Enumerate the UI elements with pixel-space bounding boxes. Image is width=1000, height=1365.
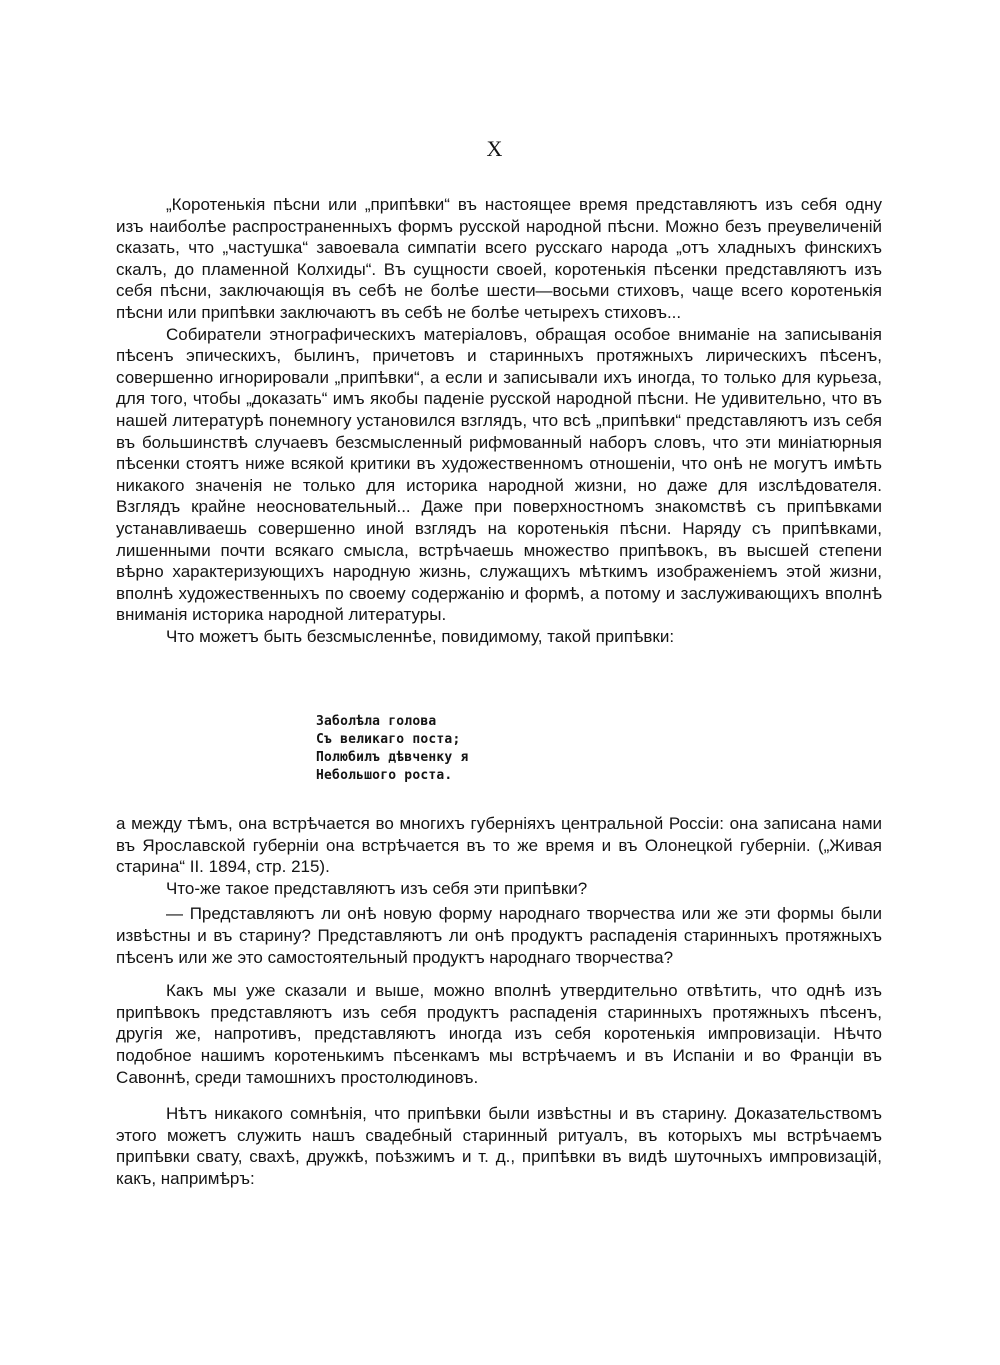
paragraph: Собиратели этнографическихъ матеріаловъ, обращая особое вниманіе на записыванія пѣсенъ эпическихъ, былинъ, причетовъ и старинныхъ протяжныхъ лирическихъ пѣсенъ, совершенно игнорировали „припѣвки“, а если и записывали ихъ иногда, то только для курьеза, для того, чтобы „доказать“ имъ якобы паденіе русской народной пѣсни. Не удивительно, что въ нашей литературѣ понемногу установился взглядъ, что всѣ „припѣвки“ представляютъ изъ себя въ большинствѣ случаевъ безсмысленный рифмованный наборъ словъ, что эти миніатюрныя пѣсенки стоятъ ниже всякой критики въ художественномъ отношеніи, что онѣ не могутъ имѣть никакого значенія не только для историка народной жизни, но даже для изслѣдователя. Взглядъ крайне неосновательный... Даже при поверхностномъ знакомствѣ съ припѣвками устанавливаешь совершенно иной взглядъ на коротенькія пѣсни. Наряду съ припѣвками, лишенными почти всякаго смысла, встрѣчаешь множество припѣвокъ, въ высшей степени вѣрно характеризующихъ народную жизнь, служащихъ мѣткимъ изображеніемъ этой жизни, вполнѣ художественныхъ по своему содержанію и формѣ, а потому и заслуживающихъ вполнѣ вниманія историка народной литературы. — [116, 324, 882, 625]
paragraph: „Коротенькія пѣсни или „припѣвки“ въ настоящее время представляютъ изъ себя одну изъ наиболѣе распространенныхъ формъ русской народной пѣсни. Можно безъ преувеличеній сказать, что „частушка“ завоевала симпатіи всего русскаго народа „отъ хладныхъ финскихъ скалъ, до пламенной Колхиды“. Въ сущности своей, коротенькія пѣсенки представляютъ изъ себя пѣсни, заключающія въ себѣ не болѣе шести—восьми стиховъ, чаще всего коротенькія пѣсни или припѣвки заключаютъ въ себѣ не болѣе четырехъ стиховъ... — [116, 195, 882, 322]
verse-quote — [316, 713, 469, 785]
paragraph: Какъ мы уже сказали и выше, можно вполнѣ утвердительно отвѣтить, что однѣ изъ припѣвокъ представляютъ изъ себя продуктъ распаденія старинныхъ протяжныхъ пѣсенъ, другія же, напротивъ, представляютъ иногда изъ себя коротенькія импровизаціи. Нѣчто подобное нашимъ коротенькимъ пѣсенкамъ мы встрѣчаемъ и въ Испаніи и во Франціи въ Савоннѣ, среди тамошнихъ простолюдиновъ. — [116, 981, 882, 1087]
text-block-bottom — [116, 1103, 882, 1189]
verse-line: Заболѣла голова — [316, 714, 437, 729]
text-block-middle — [116, 813, 882, 1088]
paragraph: — Представляютъ ли онѣ новую форму народнаго творчества или же эти формы были извѣстны и въ старину? Представляютъ ли онѣ продуктъ распаденія старинныхъ протяжныхъ пѣсенъ или же это самостоятельный продуктъ народнаго творчества? — [116, 904, 882, 967]
paragraph: Что-же такое представляютъ изъ себя эти припѣвки? — [166, 878, 588, 898]
paragraph-continuation: а между тѣмъ, она встрѣчается во многихъ губерніяхъ центральной Россіи: она записана нами въ Ярославской губерніи она встрѣчается въ то же время и въ Олонецкой губерніи. („Живая старина“ II. 1894, стр. 215). — [116, 814, 882, 877]
verse-line: Полюбилъ дѣвченку я — [316, 750, 469, 765]
text-block-top — [116, 194, 882, 647]
page-number: X — [486, 136, 504, 161]
paragraph: Что можетъ быть безсмысленнѣе, повидимому, такой припѣвки: — [166, 626, 675, 646]
verse-line: Небольшого роста. — [316, 768, 453, 783]
paragraph: Нѣтъ никакого сомнѣнія, что припѣвки были извѣстны и въ старину. Доказательствомъ этого можетъ служить нашъ свадебный старинный ритуалъ, въ которыхъ мы встрѣчаемъ припѣвки свату, свахѣ, дружкѣ, поѣзжимъ и т. д., припѣвки въ видѣ шуточныхъ импровизацій, какъ, напримѣръ: — [116, 1104, 882, 1188]
verse-line: Съ великаго поста; — [316, 732, 461, 747]
